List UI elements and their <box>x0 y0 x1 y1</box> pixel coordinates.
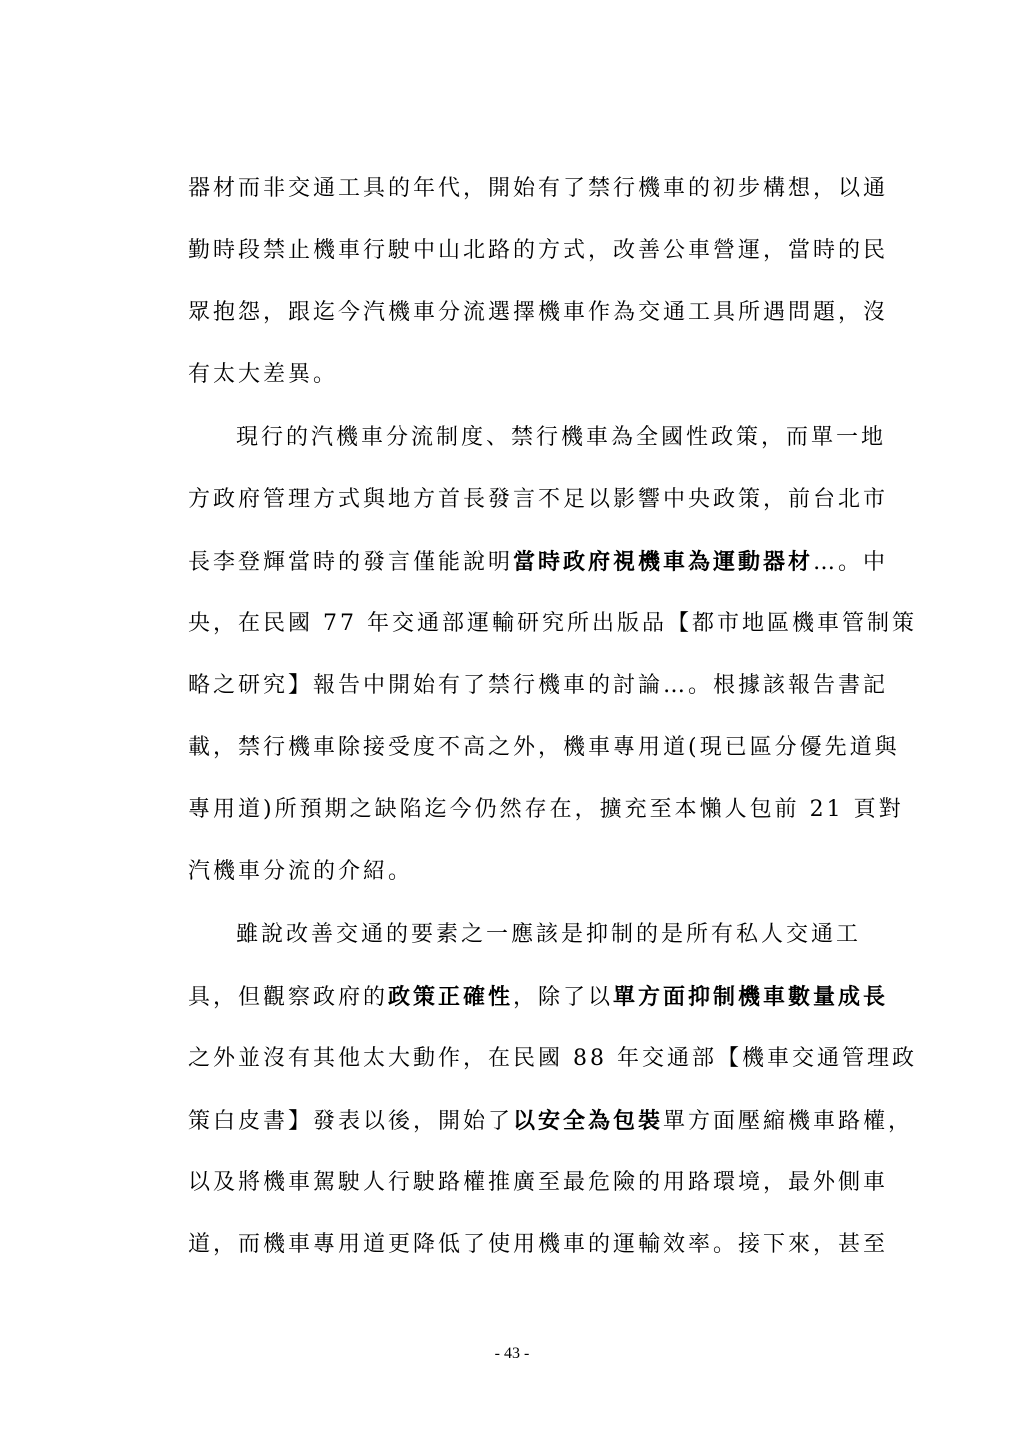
text-run: 現行的汽機車分流制度、禁行機車為全國性政策，而單一地 <box>236 425 887 450</box>
text-run: 載，禁行機車除接受度不高之外，機車專用道(現已區分優先道與 <box>188 735 900 760</box>
text-run: 汽機車分流的介紹。 <box>188 859 414 884</box>
text-run: 勤時段禁止機車行駛中山北路的方式，改善公車營運，當時的民 <box>188 238 889 263</box>
bold-text-run: 以安全為包裝 <box>513 1108 664 1134</box>
text-line <box>188 795 904 825</box>
text-run: 道，而機車專用道更降低了使用機車的運輸效率。接下來，甚至 <box>188 1232 889 1257</box>
text-run: …。中 <box>813 550 889 575</box>
text-run: 具，但觀察政府的 <box>188 985 389 1010</box>
text-line <box>188 857 413 887</box>
text-line <box>188 1106 913 1137</box>
text-line <box>188 547 888 578</box>
text-run: 單方面壓縮機車路權， <box>663 1109 914 1134</box>
text-line <box>188 174 888 204</box>
text-run: 以及將機車駕駛人行駛路權推廣至最危險的用路環境，最外側車 <box>188 1170 889 1195</box>
text-line <box>188 982 888 1013</box>
text-run: 器材而非交通工具的年代，開始有了禁行機車的初步構想，以通 <box>188 176 889 201</box>
page-number: - 43 - <box>494 1345 530 1362</box>
text-line <box>188 1168 888 1198</box>
text-line <box>188 1044 917 1074</box>
bold-text-run: 政策正確性 <box>388 984 514 1010</box>
bold-text-run: 當時政府視機車為運動器材 <box>513 549 814 575</box>
text-line <box>188 298 888 328</box>
text-line <box>236 423 886 453</box>
text-run: 長李登輝當時的發言僅能說明 <box>188 550 514 575</box>
text-run: 雖說改善交通的要素之一應該是抑制的是所有私人交通工 <box>236 922 862 947</box>
text-run: 專用道)所預期之缺陷迄今仍然存在，擴充至本懶人包前 21 頁對 <box>188 797 904 822</box>
text-line <box>188 609 917 639</box>
text-line <box>188 360 338 390</box>
text-run: 策白皮書】發表以後，開始了 <box>188 1109 514 1134</box>
text-run: 有太大差異。 <box>188 362 339 387</box>
text-run: 方政府管理方式與地方首長發言不足以影響中央政策，前台北市 <box>188 487 889 512</box>
text-line <box>188 485 888 515</box>
text-run: 眾抱怨，跟迄今汽機車分流選擇機車作為交通工具所遇問題，沒 <box>188 300 889 325</box>
text-run: ，除了以 <box>513 985 614 1010</box>
text-line <box>188 733 900 763</box>
text-run: 略之研究】報告中開始有了禁行機車的討論…。根據該報告書記 <box>188 673 889 698</box>
text-line <box>236 920 861 950</box>
text-line <box>188 236 888 266</box>
bold-text-run: 單方面抑制機車數量成長 <box>613 984 889 1010</box>
text-run: 之外並沒有其他太大動作，在民國 88 年交通部【機車交通管理政 <box>188 1046 917 1071</box>
text-line <box>188 671 888 701</box>
text-run: 央，在民國 77 年交通部運輸研究所出版品【都市地區機車管制策 <box>188 611 917 636</box>
text-line <box>188 1230 888 1260</box>
